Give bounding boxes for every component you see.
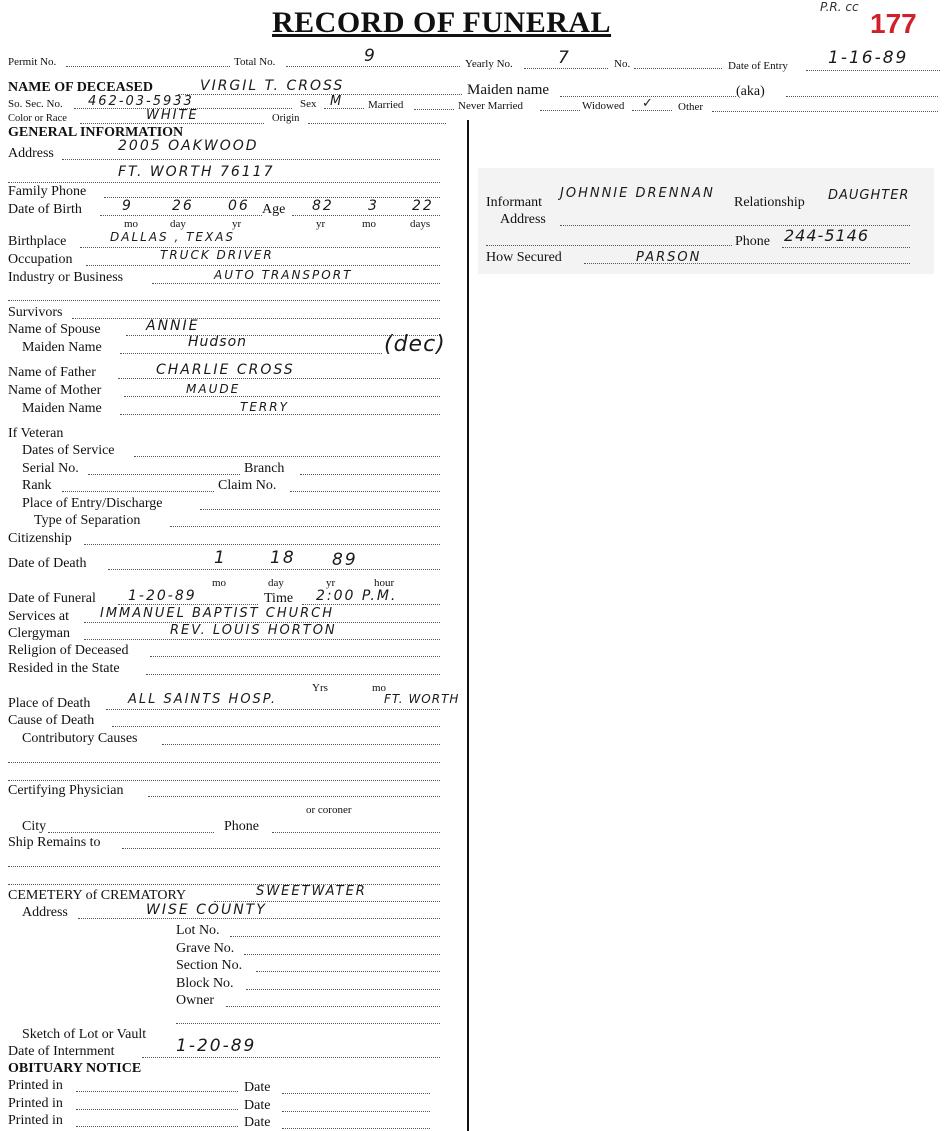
religion-label: Religion of Deceased <box>8 643 129 658</box>
age-field <box>292 215 440 216</box>
death-place-label: Place of Death <box>8 696 91 711</box>
printed-in-label-2: Printed in <box>8 1096 63 1111</box>
grave-field <box>244 954 440 955</box>
lot-field <box>230 936 440 937</box>
yearly-label: Yearly No. <box>465 58 513 70</box>
aka-label: (aka) <box>736 84 765 99</box>
dob-unit-yr: yr <box>232 218 242 230</box>
owner-field <box>226 1006 440 1007</box>
father-value: CHARLIE CROSS <box>156 362 295 378</box>
internment-value: 1-20-89 <box>176 1036 257 1056</box>
occupation-field <box>86 265 440 266</box>
age-months: 3 <box>368 198 379 214</box>
corner-note: P.R. cc <box>820 0 859 14</box>
how-secured-value: PARSON <box>636 250 702 265</box>
permit-field <box>66 66 230 67</box>
clergyman-label: Clergyman <box>8 626 70 641</box>
claim-field <box>290 491 440 492</box>
funeral-time-label: Time <box>264 591 294 606</box>
deceased-name-field <box>178 94 462 95</box>
citizenship-field <box>84 544 440 545</box>
father-field <box>118 378 440 379</box>
death-place-city: FT. WORTH <box>384 692 460 706</box>
spouse-label: Name of Spouse <box>8 322 101 337</box>
spouse-maiden-field <box>120 353 382 354</box>
cemetery-address-field <box>78 918 440 919</box>
section-label: Section No. <box>176 958 243 973</box>
other-label: Other <box>678 101 704 113</box>
informant-value: JOHNNIE DRENNAN <box>560 186 715 201</box>
relationship-value: DAUGHTER <box>828 188 910 203</box>
spouse-deceased-note: (dec) <box>384 332 446 357</box>
date-entry-label: Date of Entry <box>728 60 788 72</box>
sex-value: M <box>330 94 344 109</box>
birthplace-value: DALLAS , TEXAS <box>110 230 236 244</box>
dob-day: 26 <box>172 198 194 214</box>
printed-in-label-1: Printed in <box>8 1078 63 1093</box>
death-unit-mo: mo <box>212 577 227 589</box>
address-field-1 <box>62 159 440 160</box>
claim-label: Claim No. <box>218 478 277 493</box>
age-unit-yr: yr <box>316 218 326 230</box>
city-label: City <box>22 819 47 834</box>
never-married-field <box>540 110 580 111</box>
printed-date-field-1 <box>282 1093 430 1094</box>
origin-label: Origin <box>272 113 300 124</box>
relationship-label: Relationship <box>734 195 805 210</box>
clergyman-field <box>84 639 440 640</box>
industry-value: AUTO TRANSPORT <box>214 268 353 282</box>
industry-field-2 <box>8 300 440 301</box>
family-phone-field <box>104 197 440 198</box>
address-line2: FT. WORTH 76117 <box>118 164 275 180</box>
separation-label: Type of Separation <box>34 513 141 528</box>
dob-month: 9 <box>122 198 133 214</box>
married-label: Married <box>368 99 404 111</box>
internment-label: Date of Internment <box>8 1044 115 1059</box>
printed-in-field-2 <box>76 1109 238 1110</box>
physician-field <box>148 796 440 797</box>
veteran-label: If Veteran <box>8 426 64 441</box>
spouse-maiden-value: Hudson <box>188 334 248 350</box>
death-unit-yr: yr <box>326 577 336 589</box>
ship-remains-label: Ship Remains to <box>8 835 101 850</box>
block-field <box>246 989 440 990</box>
services-label: Services at <box>8 609 70 624</box>
informant-phone-field <box>782 247 910 248</box>
dob-label: Date of Birth <box>8 202 82 217</box>
date-entry-value: 1-16-89 <box>828 48 909 68</box>
death-date-field <box>108 569 440 570</box>
yearly-value: 7 <box>558 48 571 68</box>
informant-address-label: Address <box>500 212 546 227</box>
rank-field <box>62 491 214 492</box>
cemetery-label: CEMETERY of CREMATORY <box>8 888 187 903</box>
lot-label: Lot No. <box>176 923 220 938</box>
record-number: 177 <box>870 8 917 39</box>
dob-unit-mo: mo <box>124 218 139 230</box>
ship-remains-field-3 <box>8 884 440 885</box>
resided-mo-label: mo <box>372 682 387 694</box>
printed-in-field-3 <box>76 1126 238 1127</box>
color-race-label: Color or Race <box>8 113 67 124</box>
cemetery-value: SWEETWATER <box>256 884 367 899</box>
printed-date-label-3: Date <box>244 1115 271 1130</box>
section-field <box>256 971 440 972</box>
religion-field <box>150 656 440 657</box>
column-divider <box>467 120 469 1131</box>
general-heading: GENERAL INFORMATION <box>8 125 184 140</box>
service-dates-label: Dates of Service <box>22 443 115 458</box>
spouse-value: ANNIE <box>146 318 200 334</box>
cause-label: Cause of Death <box>8 713 95 728</box>
owner-field-2 <box>176 1023 440 1024</box>
sketch-label: Sketch of Lot or Vault <box>22 1027 147 1042</box>
funeral-time-field <box>302 604 440 605</box>
informant-phone-value: 244-5146 <box>784 226 870 245</box>
address-label: Address <box>8 146 54 161</box>
rank-label: Rank <box>22 478 52 493</box>
cemetery-address-label: Address <box>22 905 68 920</box>
color-race-value: WHITE <box>146 108 199 123</box>
ssn-label: So. Sec. No. <box>8 98 63 110</box>
ship-remains-field-2 <box>8 866 440 867</box>
color-race-field <box>80 123 264 124</box>
branch-field <box>300 474 440 475</box>
entry-discharge-label: Place of Entry/Discharge <box>22 496 163 511</box>
industry-label: Industry or Business <box>8 270 124 285</box>
resided-yrs-label: Yrs <box>312 682 328 694</box>
mother-field <box>124 396 440 397</box>
city-field <box>48 832 214 833</box>
death-unit-hour: hour <box>374 577 395 589</box>
printed-date-label-2: Date <box>244 1098 271 1113</box>
widowed-label: Widowed <box>582 100 625 112</box>
phone-field <box>272 832 440 833</box>
funeral-date-field <box>118 604 258 605</box>
owner-label: Owner <box>176 993 215 1008</box>
age-unit-mo: mo <box>362 218 377 230</box>
cause-field <box>112 726 440 727</box>
origin-field <box>308 123 446 124</box>
survivors-label: Survivors <box>8 305 63 320</box>
total-value: 9 <box>364 46 377 66</box>
dob-unit-day: day <box>170 218 186 230</box>
no-label: No. <box>614 58 631 70</box>
occupation-value: TRUCK DRIVER <box>160 248 274 262</box>
grave-label: Grave No. <box>176 941 235 956</box>
deceased-name-label: NAME OF DECEASED <box>8 80 153 95</box>
separation-field <box>170 526 440 527</box>
total-field <box>286 66 460 67</box>
age-years: 82 <box>312 198 334 214</box>
contrib-field-2 <box>8 762 440 763</box>
entry-discharge-field <box>200 509 440 510</box>
coroner-label: or coroner <box>306 804 352 816</box>
age-label: Age <box>262 202 286 217</box>
physician-label: Certifying Physician <box>8 783 124 798</box>
funeral-date-value: 1-20-89 <box>128 588 197 604</box>
printed-date-field-3 <box>282 1128 430 1129</box>
aka-field <box>786 96 938 97</box>
ship-remains-field <box>122 848 440 849</box>
family-phone-label: Family Phone <box>8 184 87 199</box>
dob-year: 06 <box>228 198 250 214</box>
serial-field <box>88 474 240 475</box>
death-place-value: ALL SAINTS HOSP. <box>128 692 277 707</box>
printed-in-label-3: Printed in <box>8 1113 63 1128</box>
mother-value: MAUDE <box>186 382 241 396</box>
branch-label: Branch <box>244 461 285 476</box>
death-unit-day: day <box>268 577 284 589</box>
resided-field <box>146 674 440 675</box>
contrib-label: Contributory Causes <box>22 731 138 746</box>
other-field <box>712 111 938 112</box>
mother-maiden-label: Maiden Name <box>22 401 102 416</box>
birthplace-label: Birthplace <box>8 234 67 249</box>
phone-label: Phone <box>224 819 259 834</box>
printed-date-label-1: Date <box>244 1080 271 1095</box>
mother-label: Name of Mother <box>8 383 102 398</box>
clergyman-value: REV. LOUIS HORTON <box>170 623 337 638</box>
age-unit-days: days <box>410 218 431 230</box>
permit-label: Permit No. <box>8 56 57 68</box>
informant-label: Informant <box>486 195 542 210</box>
total-label: Total No. <box>234 56 276 68</box>
address-field-2 <box>8 182 440 183</box>
deceased-name-value: VIRGIL T. CROSS <box>200 78 345 94</box>
dob-field <box>100 215 262 216</box>
cemetery-address-value: WISE COUNTY <box>146 902 267 918</box>
how-secured-label: How Secured <box>486 250 562 265</box>
address-line1: 2005 OAKWOOD <box>118 138 259 154</box>
survivors-field <box>72 318 440 319</box>
ssn-value: 462-03-5933 <box>88 94 194 109</box>
yearly-field <box>524 68 608 69</box>
married-field <box>414 109 454 110</box>
sex-label: Sex <box>300 98 317 110</box>
printed-in-field-1 <box>76 1091 238 1092</box>
maiden-name-label: Maiden name <box>467 82 550 98</box>
spouse-maiden-label: Maiden Name <box>22 340 102 355</box>
informant-phone-label: Phone <box>735 234 770 249</box>
mother-maiden-value: TERRY <box>240 400 289 414</box>
date-entry-field <box>806 70 940 71</box>
death-day: 18 <box>270 548 296 568</box>
obituary-heading: OBITUARY NOTICE <box>8 1061 142 1076</box>
death-date-label: Date of Death <box>8 556 87 571</box>
informant-address-field-2 <box>486 245 732 246</box>
widowed-mark: ✓ <box>642 96 655 111</box>
page-title: RECORD OF FUNERAL <box>272 6 612 39</box>
occupation-label: Occupation <box>8 252 73 267</box>
service-dates-field <box>134 456 440 457</box>
resided-label: Resided in the State <box>8 661 120 676</box>
mother-maiden-field <box>120 414 440 415</box>
citizenship-label: Citizenship <box>8 531 72 546</box>
funeral-time-value: 2:00 P.M. <box>316 588 398 604</box>
internment-field <box>142 1057 440 1058</box>
services-value: IMMANUEL BAPTIST CHURCH <box>100 606 334 621</box>
contrib-field <box>162 744 440 745</box>
printed-date-field-2 <box>282 1111 430 1112</box>
block-label: Block No. <box>176 976 234 991</box>
death-year: 89 <box>332 550 358 570</box>
death-month: 1 <box>214 548 227 568</box>
death-place-field <box>106 709 440 710</box>
serial-label: Serial No. <box>22 461 79 476</box>
funeral-date-label: Date of Funeral <box>8 591 96 606</box>
contrib-field-3 <box>8 780 440 781</box>
age-days: 22 <box>412 198 434 214</box>
no-field <box>634 68 722 69</box>
how-secured-field <box>584 263 910 264</box>
father-label: Name of Father <box>8 365 96 380</box>
industry-field <box>152 283 440 284</box>
never-married-label: Never Married <box>458 100 524 112</box>
